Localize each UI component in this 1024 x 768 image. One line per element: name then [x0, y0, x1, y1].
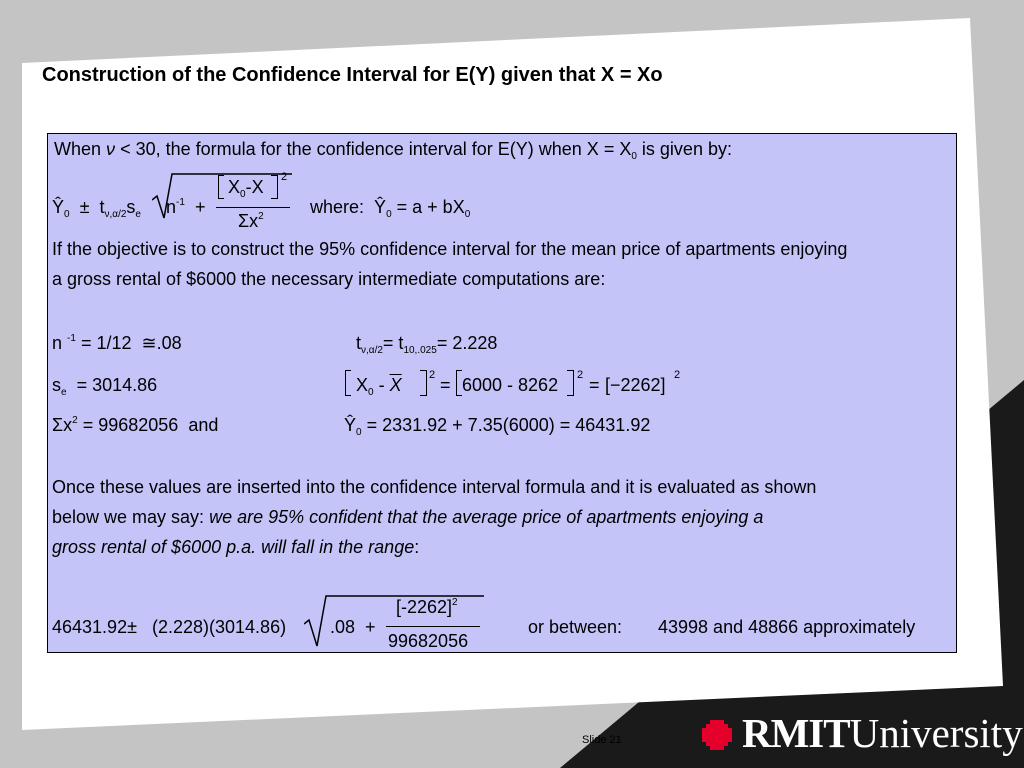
- calc-y0: [344, 415, 651, 438]
- calc-y0-subscript: 0: [356, 427, 362, 438]
- plus-minus-symbol: ±: [79, 197, 90, 217]
- rmit-wordmark: [742, 710, 1023, 756]
- calc-y0-value: = 2331.92 + 7.35(6000) = 46431.92: [366, 415, 651, 435]
- calc-bracket-2-left: [456, 370, 457, 396]
- result-plus: +: [365, 617, 376, 637]
- rmit-pixel-mark-icon: [702, 720, 732, 750]
- s-subscript: e: [135, 209, 141, 220]
- approx-symbol: ≅: [141, 333, 157, 353]
- calc-bracket-2-right-top: [567, 370, 573, 371]
- intro-text-b: < 30, the formula for the confidence interval for E(Y) when X = X: [120, 139, 632, 159]
- calc-se-subscript: e: [61, 387, 67, 398]
- calc-n-equation: = 1/12: [80, 333, 132, 353]
- calc-bracket-1-left-bottom: [345, 395, 351, 396]
- para2-line3-italic: gross rental of $6000 p.a. will fall in the range: [52, 537, 415, 557]
- fraction-bar: [216, 207, 290, 208]
- where-subscript: 0: [386, 209, 392, 220]
- calc-deviation-superscript-2: 2: [577, 369, 584, 381]
- para1-line2: a gross rental of $6000 the necessary intermediate computations are:: [52, 269, 606, 289]
- numerator-rest: -X: [245, 177, 264, 197]
- calc-bracket-2-left-bottom: [456, 395, 462, 396]
- n-superscript: -1: [176, 197, 185, 208]
- para2-line2-plain: below we may say:: [52, 507, 205, 527]
- rmit-wordmark-bold: RMIT: [742, 710, 850, 756]
- para2-line3: [52, 538, 419, 556]
- numerator-subscript: 0: [240, 189, 246, 200]
- t-symbol: t: [99, 197, 105, 217]
- calc-deviation-equals-2: =: [589, 375, 600, 395]
- calc-bracket-2-right-bottom: [567, 395, 573, 396]
- intro-text-c: is given by:: [641, 139, 732, 159]
- calc-bracket-1-left: [345, 370, 346, 396]
- calc-t-symbol: t: [356, 333, 362, 353]
- intro-line: [54, 139, 732, 162]
- bracket-right-bottom: [271, 198, 277, 199]
- result-numerator: [396, 598, 458, 616]
- calc-n-symbol: n: [52, 333, 63, 353]
- slide-title: Construction of the Confidence Interval for E(Y) given that X = Xo: [42, 64, 663, 86]
- intro-text-a: When: [54, 139, 102, 159]
- calc-y0-symbol: Ŷ: [344, 415, 357, 435]
- y-hat-symbol: Ŷ: [52, 197, 65, 217]
- s-symbol: s: [126, 197, 136, 217]
- bracket-left-bottom: [218, 198, 224, 199]
- denominator-text: Σx: [238, 211, 259, 231]
- result-formula-left: [52, 618, 286, 636]
- result-plus-minus: ±: [127, 617, 137, 637]
- where-label: where:: [310, 197, 365, 217]
- calc-n-value: .08: [156, 333, 182, 353]
- denominator-superscript: 2: [258, 211, 264, 222]
- calc-bracket-1-right: [426, 370, 427, 396]
- bracket-left: [218, 175, 219, 199]
- slide-number: Slide 21: [582, 734, 622, 746]
- numerator-superscript: 2: [281, 171, 288, 183]
- formula-n-term: [166, 198, 205, 216]
- calc-deviation-x: X: [356, 375, 369, 395]
- rmit-wordmark-regular: University: [849, 710, 1023, 756]
- calc-deviation-minus: -: [378, 375, 385, 395]
- result-fraction-bar: [386, 626, 480, 627]
- intro-subscript: 0: [631, 151, 637, 162]
- calc-se: [52, 375, 158, 398]
- where-y-hat: Ŷ: [374, 197, 387, 217]
- para2-line2-italic: we are 95% confident that the average price of apartments enjoying a: [209, 507, 764, 527]
- calc-sum-superscript: 2: [72, 415, 78, 426]
- result-center-value: 46431.92: [52, 617, 128, 637]
- calc-bracket-1-right-bottom: [420, 395, 426, 396]
- calc-deviation: [356, 375, 402, 398]
- plus-symbol: +: [194, 197, 206, 217]
- calc-sum-value: = 99682056: [82, 415, 179, 435]
- formula-denominator: [238, 212, 264, 230]
- where-subscript-2: 0: [464, 209, 471, 220]
- calc-bracket-2-right: [573, 370, 574, 396]
- calc-deviation-superscript-3: 2: [674, 369, 681, 381]
- para2-colon: :: [414, 537, 420, 557]
- calc-t-subscript-2: 10,.025: [403, 345, 437, 356]
- para2-line2: [52, 508, 763, 526]
- calc-bracket-2-left-top: [456, 370, 462, 371]
- t-subscript: ν,α/2: [104, 209, 127, 220]
- calc-n-inverse: [52, 334, 182, 352]
- calc-deviation-result: [−2262]: [605, 375, 666, 395]
- where-equation: = a + bX: [396, 197, 465, 217]
- para2-line1: Once these values are inserted into the confidence interval formula and it is evaluated as shown: [52, 477, 817, 497]
- calc-deviation-equals: =: [440, 375, 451, 395]
- calc-deviation-superscript: 2: [429, 369, 436, 381]
- calc-t-result: = 2.228: [436, 333, 498, 353]
- calc-se-symbol: s: [52, 375, 61, 395]
- calc-t-subscript: ν,α/2: [361, 345, 383, 356]
- para1-line1: If the objective is to construct the 95% confidence interval for the mean price of apartments enjoying: [52, 239, 848, 259]
- bracket-right-top: [271, 175, 277, 176]
- x-bar-symbol: $\overline{X}$: [389, 375, 402, 395]
- calc-bracket-1-left-top: [345, 370, 351, 371]
- formula-numerator: [228, 177, 264, 200]
- where-clause: [310, 197, 471, 220]
- calc-and-word: and: [188, 415, 219, 435]
- calc-sum-symbol: Σx: [52, 415, 73, 435]
- bracket-right: [277, 175, 278, 199]
- result-numerator-superscript: 2: [452, 597, 458, 608]
- calc-bracket-1-right-top: [420, 370, 426, 371]
- calc-n-superscript: -1: [67, 333, 76, 344]
- result-08-term: [330, 618, 376, 636]
- calc-deviation-numbers: 6000 - 8262: [462, 375, 559, 395]
- n-symbol: n: [166, 197, 177, 217]
- result-denominator: 99682056: [388, 631, 469, 651]
- numerator-x: X: [228, 177, 241, 197]
- calc-se-value: = 3014.86: [76, 375, 158, 395]
- calc-t-equation: = t: [382, 333, 404, 353]
- y-hat-subscript: 0: [64, 209, 70, 220]
- result-multiplier: (2.228)(3014.86): [151, 617, 287, 637]
- bracket-left-top: [218, 175, 224, 176]
- formula-left: [52, 197, 141, 220]
- nu-symbol: ν: [106, 139, 116, 159]
- calc-deviation-subscript: 0: [368, 387, 374, 398]
- result-between-label: or between:: [528, 617, 623, 637]
- calc-t-value: [356, 333, 498, 356]
- result-08-value: .08: [330, 617, 356, 637]
- content-panel: [47, 133, 957, 653]
- calc-sum-x2: [52, 416, 218, 434]
- result-numerator-text: [-2262]: [396, 597, 453, 617]
- result-range: 43998 and 48866 approximately: [658, 617, 916, 637]
